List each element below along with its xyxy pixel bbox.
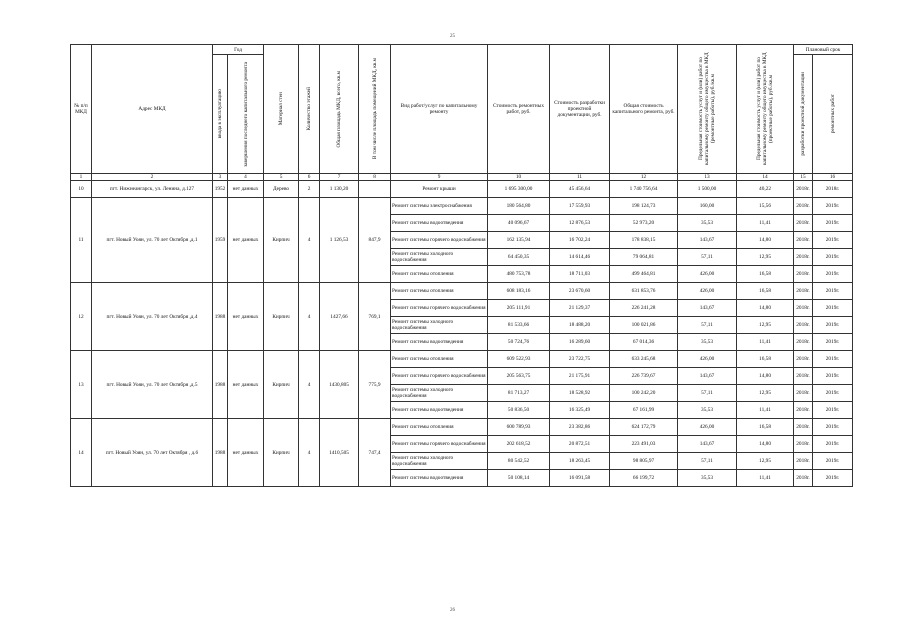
work-type: Ремонт системы холодного водоснабжения — [391, 453, 488, 470]
limit-design-cost: 14,80 — [737, 232, 794, 249]
plan-repair-year: 2019г. — [813, 198, 853, 215]
plan-design-year: 2018г. — [794, 436, 813, 453]
plan-design-year: 2018г. — [794, 249, 813, 266]
limit-repair-cost: 426,00 — [678, 351, 737, 368]
area-rooms — [359, 181, 391, 198]
total-cost: 226 241,28 — [610, 300, 678, 317]
area-total: 1430,805 — [320, 351, 359, 419]
design-cost: 16 091,58 — [550, 470, 610, 487]
header-limit-repair: Предельная стоимость услуг и (или) работ по капитальному ремонту общего имущества в МКД (ремонтные работы), руб./кв.м — [678, 45, 737, 174]
plan-design-year: 2018г. — [794, 232, 813, 249]
building-address: пгт. Нижнеангарск, ул. Ленина, д.127 — [92, 181, 213, 198]
total-cost: 66 199,72 — [610, 470, 678, 487]
repair-cost: 480 753,78 — [488, 266, 550, 283]
table-row — [71, 419, 853, 436]
work-type: Ремонт системы холодного водоснабжения — [391, 249, 488, 266]
limit-repair-cost: 143,67 — [678, 368, 737, 385]
plan-repair-year: 2019г. — [813, 470, 853, 487]
page-number-top: 25 — [450, 34, 455, 39]
column-number: 8 — [359, 174, 391, 181]
limit-repair-cost: 143,67 — [678, 232, 737, 249]
limit-repair-cost: 57,11 — [678, 317, 737, 334]
work-type: Ремонт системы отопления — [391, 266, 488, 283]
limit-design-cost: 14,80 — [737, 436, 794, 453]
header-limit-design: Предельная стоимость услуг и (или) работ по капитальному ремонту общего имущества в МКД (проектные работы), руб./кв.м — [737, 45, 794, 174]
plan-design-year: 2018г. — [794, 368, 813, 385]
header-material: Материал стен — [264, 45, 299, 174]
column-number: 9 — [391, 174, 488, 181]
plan-repair-year: 2019г. — [813, 419, 853, 436]
table-row — [71, 181, 853, 198]
column-number: 10 — [488, 174, 550, 181]
work-type: Ремонт системы отопления — [391, 283, 488, 300]
design-cost: 23 382,86 — [550, 419, 610, 436]
design-cost: 16 325,49 — [550, 402, 610, 419]
limit-design-cost: 11,41 — [737, 215, 794, 232]
total-cost: 631 853,76 — [610, 283, 678, 300]
total-cost: 67 014,36 — [610, 334, 678, 351]
last-repair-year: нет данных — [228, 198, 264, 283]
last-repair-year: нет данных — [228, 283, 264, 351]
column-number: 3 — [213, 174, 228, 181]
plan-design-year: 2018г. — [794, 266, 813, 283]
total-cost: 100 242,20 — [610, 385, 678, 402]
year-built: 1952 — [213, 181, 228, 198]
design-cost: 12 876,53 — [550, 215, 610, 232]
building-address: пгт. Новый Уоян, ул. 70 лет Октября , д.6 — [92, 419, 213, 487]
total-cost: 499 464,81 — [610, 266, 678, 283]
limit-design-cost: 11,41 — [737, 470, 794, 487]
repair-cost: 202 618,52 — [488, 436, 550, 453]
total-cost: 79 064,81 — [610, 249, 678, 266]
repair-register-table — [70, 44, 853, 487]
work-type: Ремонт системы водоотведения — [391, 215, 488, 232]
header-work-type: Вид работ/услуг по капитальному ремонту — [391, 45, 488, 174]
limit-repair-cost: 57,11 — [678, 453, 737, 470]
building-number: 13 — [71, 351, 92, 419]
work-type: Ремонт системы холодного водоснабжения — [391, 385, 488, 402]
design-cost: 17 559,93 — [550, 198, 610, 215]
work-type: Ремонт крыши — [391, 181, 488, 198]
repair-cost: 600 789,93 — [488, 419, 550, 436]
limit-design-cost: 11,41 — [737, 334, 794, 351]
limit-repair-cost: 143,67 — [678, 300, 737, 317]
table-row — [71, 351, 853, 368]
header-num: № п/п МКД — [71, 45, 92, 174]
area-total: 1410,505 — [320, 419, 359, 487]
last-repair-year: нет данных — [228, 351, 264, 419]
header-plan-repair: ремонтных работ — [813, 55, 853, 174]
design-cost: 18 488,20 — [550, 317, 610, 334]
limit-design-cost: 12,95 — [737, 453, 794, 470]
work-type: Ремонт системы электроснабжения — [391, 198, 488, 215]
total-cost: 52 973,20 — [610, 215, 678, 232]
area-total: 1 130,20 — [320, 181, 359, 198]
year-built: 1959 — [213, 198, 228, 283]
area-total: 1 126,53 — [320, 198, 359, 283]
limit-design-cost: 12,95 — [737, 385, 794, 402]
repair-cost: 81 713,27 — [488, 385, 550, 402]
table-body — [71, 181, 853, 487]
repair-cost: 50 836,50 — [488, 402, 550, 419]
floor-count: 4 — [299, 419, 320, 487]
total-cost: 223 491,03 — [610, 436, 678, 453]
limit-repair-cost: 160,00 — [678, 198, 737, 215]
plan-repair-year: 2019г. — [813, 249, 853, 266]
plan-repair-year: 2019г. — [813, 334, 853, 351]
total-cost: 198 124,73 — [610, 198, 678, 215]
limit-design-cost: 16,58 — [737, 283, 794, 300]
plan-repair-year: 2019г. — [813, 317, 853, 334]
year-built: 1988 — [213, 283, 228, 351]
plan-repair-year: 2019г. — [813, 368, 853, 385]
repair-cost: 64 450,35 — [488, 249, 550, 266]
header-last-repair: завершения последнего капитального ремонта — [228, 55, 264, 174]
plan-design-year: 2018г. — [794, 181, 813, 198]
column-number: 13 — [678, 174, 737, 181]
work-type: Ремонт системы водоотведения — [391, 402, 488, 419]
limit-repair-cost: 426,00 — [678, 266, 737, 283]
floor-count: 2 — [299, 181, 320, 198]
plan-design-year: 2018г. — [794, 419, 813, 436]
limit-design-cost: 11,41 — [737, 402, 794, 419]
work-type: Ремонт системы горячего водоснабжения — [391, 232, 488, 249]
last-repair-year: нет данных — [228, 419, 264, 487]
area-rooms: 847,9 — [359, 198, 391, 283]
header-floors: Количество этажей — [299, 45, 320, 174]
plan-design-year: 2018г. — [794, 453, 813, 470]
building-address: пгт. Новый Уоян, ул. 70 лет Октября ,д.5 — [92, 351, 213, 419]
column-number: 6 — [299, 174, 320, 181]
area-rooms: 769,1 — [359, 283, 391, 351]
limit-design-cost: 14,80 — [737, 368, 794, 385]
plan-repair-year: 2019г. — [813, 266, 853, 283]
header-plan-design: разработки проектной документации — [794, 55, 813, 174]
limit-design-cost: 16,58 — [737, 351, 794, 368]
limit-repair-cost: 426,00 — [678, 419, 737, 436]
plan-design-year: 2018г. — [794, 300, 813, 317]
header-design-cost: Стоимость разработки проектной документации, руб. — [550, 45, 610, 174]
floor-count: 4 — [299, 283, 320, 351]
column-number: 15 — [794, 174, 813, 181]
repair-cost: 180 564,80 — [488, 198, 550, 215]
design-cost: 18 711,03 — [550, 266, 610, 283]
repair-cost: 50 724,76 — [488, 334, 550, 351]
plan-design-year: 2018г. — [794, 351, 813, 368]
limit-design-cost: 12,95 — [737, 249, 794, 266]
plan-repair-year: 2019г. — [813, 385, 853, 402]
work-type: Ремонт системы отопления — [391, 351, 488, 368]
design-cost: 14 614,46 — [550, 249, 610, 266]
plan-repair-year: 2019г. — [813, 402, 853, 419]
column-number: 14 — [737, 174, 794, 181]
plan-design-year: 2018г. — [794, 317, 813, 334]
column-number: 4 — [228, 174, 264, 181]
work-type: Ремонт системы холодного водоснабжения — [391, 317, 488, 334]
total-cost: 100 021,86 — [610, 317, 678, 334]
plan-repair-year: 2019г. — [813, 232, 853, 249]
header-address: Адрес МКД — [92, 45, 213, 174]
total-cost: 67 161,99 — [610, 402, 678, 419]
limit-repair-cost: 143,67 — [678, 436, 737, 453]
work-type: Ремонт системы водоотведения — [391, 334, 488, 351]
plan-design-year: 2018г. — [794, 215, 813, 232]
total-cost: 633 245,68 — [610, 351, 678, 368]
total-cost: 98 805,97 — [610, 453, 678, 470]
header-repair-cost: Стоимость ремонтных работ, руб. — [488, 45, 550, 174]
plan-design-year: 2018г. — [794, 470, 813, 487]
header-year-built: ввода в эксплуатацию — [213, 55, 228, 174]
repair-cost: 608 183,16 — [488, 283, 550, 300]
floor-count: 4 — [299, 198, 320, 283]
building-number: 14 — [71, 419, 92, 487]
work-type: Ремонт системы горячего водоснабжения — [391, 300, 488, 317]
plan-repair-year: 2018г. — [813, 181, 853, 198]
building-address: пгт. Новый Уоян, ул. 70 лет Октября ,д.4 — [92, 283, 213, 351]
limit-repair-cost: 35,53 — [678, 402, 737, 419]
column-number: 7 — [320, 174, 359, 181]
plan-repair-year: 2019г. — [813, 351, 853, 368]
column-number: 2 — [92, 174, 213, 181]
wall-material: Кирпич — [264, 419, 299, 487]
building-address: пгт. Новый Уоян, ул. 70 лет Октября ,д.1 — [92, 198, 213, 283]
limit-design-cost: 15,56 — [737, 198, 794, 215]
header-total-cost: Общая стоимость капитального ремонта, руб. — [610, 45, 678, 174]
repair-cost: 205 563,75 — [488, 368, 550, 385]
plan-design-year: 2018г. — [794, 334, 813, 351]
building-number: 10 — [71, 181, 92, 198]
limit-repair-cost: 426,00 — [678, 283, 737, 300]
plan-repair-year: 2019г. — [813, 283, 853, 300]
column-number: 1 — [71, 174, 92, 181]
repair-cost: 1 695 300,00 — [488, 181, 550, 198]
repair-cost: 50 108,14 — [488, 470, 550, 487]
design-cost: 20 872,51 — [550, 436, 610, 453]
total-cost: 226 739,67 — [610, 368, 678, 385]
plan-repair-year: 2019г. — [813, 215, 853, 232]
area-rooms: 775,9 — [359, 351, 391, 419]
design-cost: 16 702,24 — [550, 232, 610, 249]
page-number-bottom: 26 — [450, 608, 455, 613]
column-number: 11 — [550, 174, 610, 181]
repair-cost: 40 096,67 — [488, 215, 550, 232]
design-cost: 21 129,37 — [550, 300, 610, 317]
limit-repair-cost: 57,11 — [678, 249, 737, 266]
wall-material: Кирпич — [264, 198, 299, 283]
year-built: 1988 — [213, 351, 228, 419]
year-built: 1988 — [213, 419, 228, 487]
building-number: 12 — [71, 283, 92, 351]
limit-repair-cost: 35,53 — [678, 334, 737, 351]
limit-repair-cost: 57,11 — [678, 385, 737, 402]
limit-design-cost: 14,80 — [737, 300, 794, 317]
total-cost: 178 838,15 — [610, 232, 678, 249]
column-number: 5 — [264, 174, 299, 181]
design-cost: 45 456,64 — [550, 181, 610, 198]
work-type: Ремонт системы горячего водоснабжения — [391, 368, 488, 385]
repair-cost: 609 522,93 — [488, 351, 550, 368]
work-type: Ремонт системы горячего водоснабжения — [391, 436, 488, 453]
limit-design-cost: 12,95 — [737, 317, 794, 334]
repair-cost: 80 542,52 — [488, 453, 550, 470]
work-type: Ремонт системы водоотведения — [391, 470, 488, 487]
design-cost: 18 263,45 — [550, 453, 610, 470]
table-row — [71, 198, 853, 215]
column-number-row — [71, 174, 853, 181]
plan-design-year: 2018г. — [794, 402, 813, 419]
building-number: 11 — [71, 198, 92, 283]
limit-design-cost: 16,58 — [737, 419, 794, 436]
table-row — [71, 283, 853, 300]
floor-count: 4 — [299, 351, 320, 419]
design-cost: 23 670,60 — [550, 283, 610, 300]
header-plan-group: Плановый срок — [794, 45, 853, 55]
header-area-total: Общая площадь МКД, всего, кв.м — [320, 45, 359, 174]
header-year-group: Год — [213, 45, 264, 55]
last-repair-year: нет данных — [228, 181, 264, 198]
plan-repair-year: 2019г. — [813, 453, 853, 470]
design-cost: 21 175,91 — [550, 368, 610, 385]
repair-cost: 162 135,94 — [488, 232, 550, 249]
work-type: Ремонт системы отопления — [391, 419, 488, 436]
column-number: 16 — [813, 174, 853, 181]
repair-cost: 81 533,66 — [488, 317, 550, 334]
limit-repair-cost: 35,53 — [678, 470, 737, 487]
limit-repair-cost: 35,53 — [678, 215, 737, 232]
wall-material: Дерево — [264, 181, 299, 198]
plan-repair-year: 2019г. — [813, 300, 853, 317]
total-cost: 624 172,79 — [610, 419, 678, 436]
plan-design-year: 2018г. — [794, 198, 813, 215]
limit-design-cost: 40,22 — [737, 181, 794, 198]
limit-repair-cost: 1 500,00 — [678, 181, 737, 198]
column-number: 12 — [610, 174, 678, 181]
repair-cost: 205 111,91 — [488, 300, 550, 317]
limit-design-cost: 16,58 — [737, 266, 794, 283]
area-rooms: 747,4 — [359, 419, 391, 487]
area-total: 1427,66 — [320, 283, 359, 351]
header-area-rooms: В том числе площадь помещений МКД, кв.м — [359, 45, 391, 174]
wall-material: Кирпич — [264, 351, 299, 419]
wall-material: Кирпич — [264, 283, 299, 351]
plan-design-year: 2018г. — [794, 385, 813, 402]
design-cost: 23 722,75 — [550, 351, 610, 368]
design-cost: 16 289,60 — [550, 334, 610, 351]
total-cost: 1 740 756,64 — [610, 181, 678, 198]
plan-design-year: 2018г. — [794, 283, 813, 300]
design-cost: 18 528,92 — [550, 385, 610, 402]
plan-repair-year: 2019г. — [813, 436, 853, 453]
